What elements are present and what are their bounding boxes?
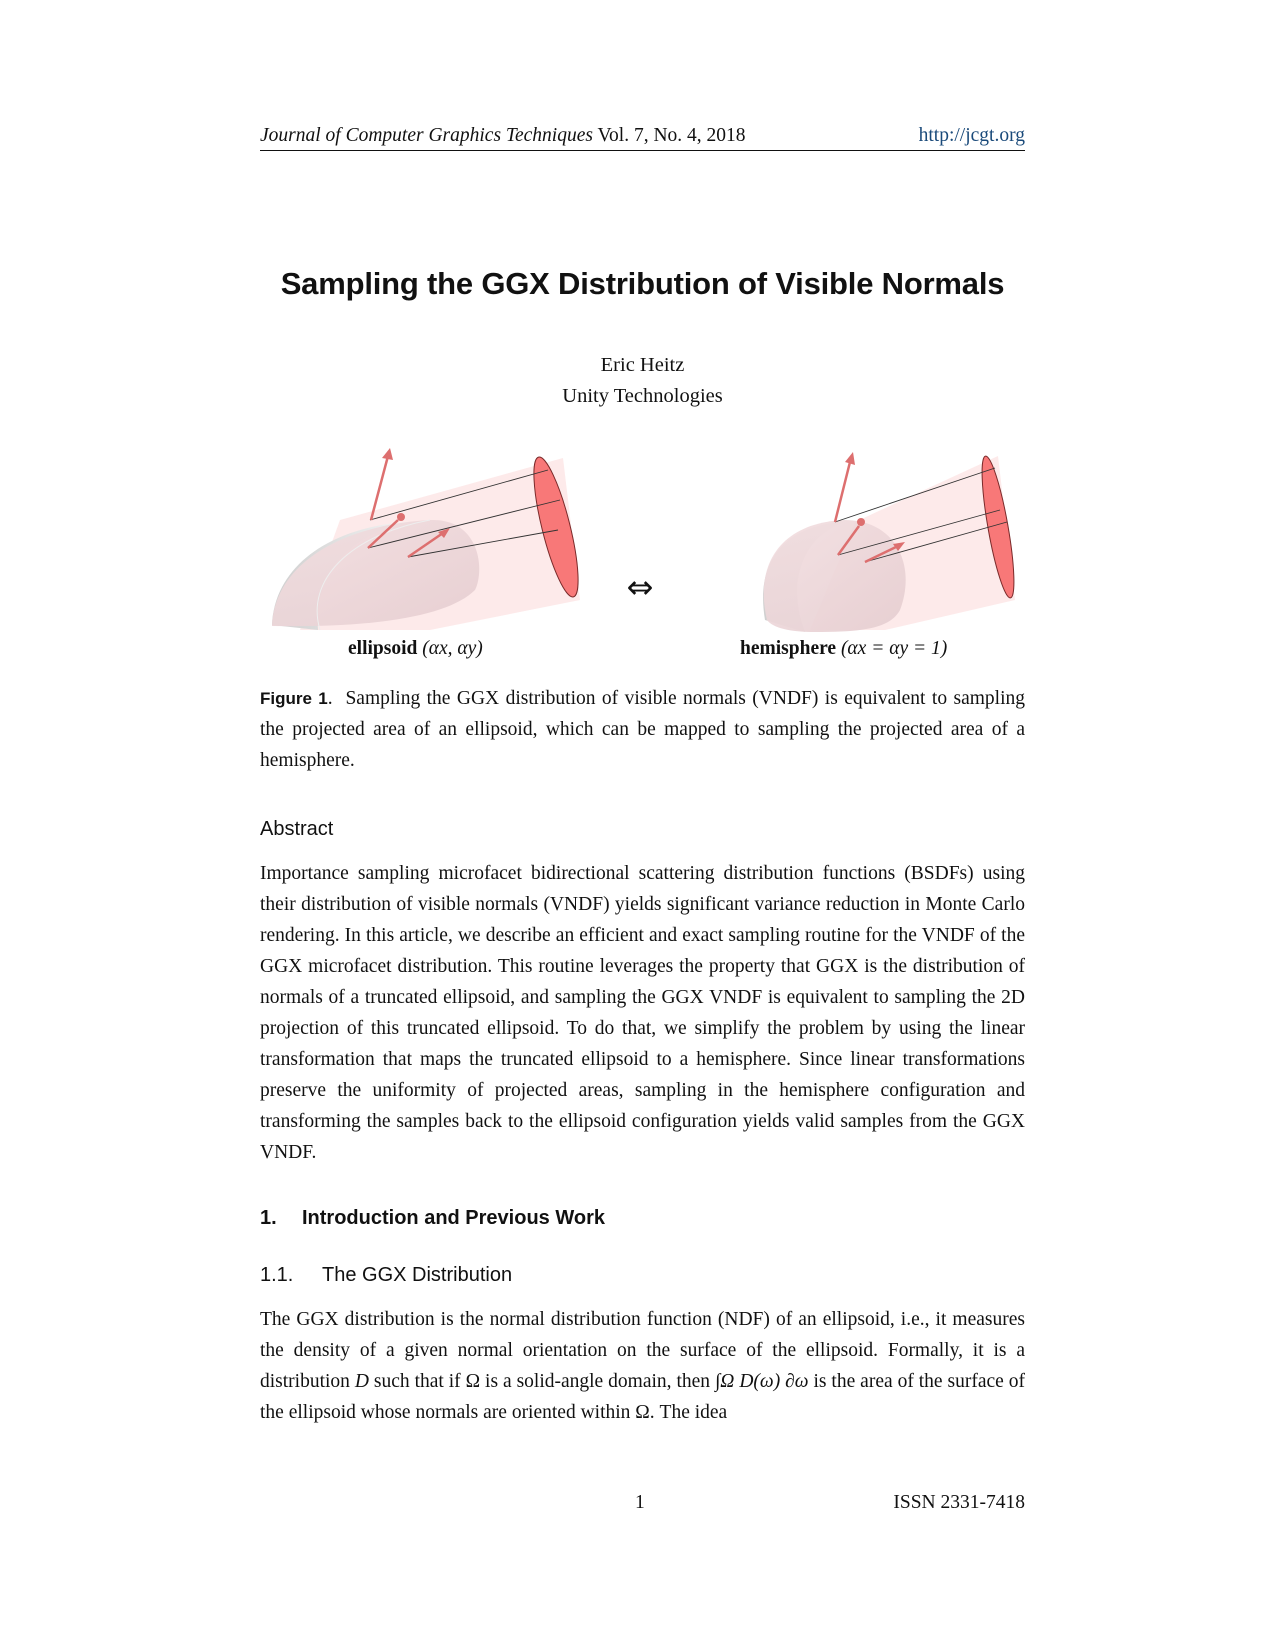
section-number: 1. [260,1207,277,1229]
abstract-text: Importance sampling microfacet bidirectional scattering distribution functions (BSDFs) using their distribution of visible normals (VNDF) yields significant variance reduction in Monte Carlo rendering. In this article, we describe an efficient and exact sampling routine for the VNDF of the GGX microfacet distribution. This routine leverages the property that GGX is the distribution of normals of a truncated ellipsoid, and sampling the GGX VNDF is equivalent to sampling the 2D projection of this truncated ellipsoid. To do that, we simplify the problem by using the linear transformation that maps the truncated ellipsoid to a hemisphere. Since linear transformations preserve the uniformity of projected areas, sampling in the hemisphere configuration and transforming the samples back to the ellipsoid configuration yields valid samples from the GGX VNDF. [260,863,1025,1163]
journal-name: Journal of Computer Graphics Techniques [260,125,593,146]
ellipsoid-label-math: (αx, αy) [422,638,483,659]
intro-text-1: The GGX distribution is the normal distribution function (NDF) of an ellipsoid, i.e., it measures the density of a given normal orientation on the surface of the ellipsoid. Formally, it is a distribution [260,1309,1025,1392]
paper-title: Sampling the GGX Distribution of Visible Normals [280,266,1005,301]
hemisphere-label-math: (αx = αy = 1) [840,638,948,659]
intro-var-d: D [354,1371,369,1392]
ellipsoid-label [348,638,483,660]
equivalence-symbol: ⇔ [626,568,654,606]
journal-volume: Vol. 7, No. 4, 2018 [597,125,746,146]
author-affiliation: Unity Technologies [562,385,723,407]
abstract-heading: Abstract [260,818,334,840]
figure-caption-text: Sampling the GGX distribution of visible normals (VNDF) is equivalent to sampling the projected area of an ellipsoid, which can be mapped to sampling the projected area of a hemisphere. [260,688,1026,771]
hemisphere-surface [764,520,906,632]
hemisphere-label-bold: hemisphere [740,638,837,659]
hemisphere-label [740,638,947,660]
intro-text-3: is the area of the surface of the ellipsoid whose normals are oriented within Ω. The idea [260,1371,1025,1423]
figure-caption: Figure 1. Sampling the GGX distribution of visible normals (VNDF) is equivalent to sampling the projected area of an ellipsoid, which can be mapped to sampling the projected area of a hemisphere. [260,688,1026,771]
hemisphere-diagram [763,452,1020,632]
arrow-head [397,513,405,521]
ellipsoid-diagram [272,448,587,630]
running-head [260,120,1025,151]
page-footer [260,1492,1025,1520]
arrow-head [845,452,855,465]
arrow-head [382,448,393,460]
issn: ISSN 2331-7418 [893,1492,1025,1513]
figure-caption-label: Figure 1 [260,689,328,708]
subsection-heading [260,1264,1025,1287]
intro-integral: ∫Ω D(ω) ∂ω [714,1371,809,1392]
page-number: 1 [635,1492,645,1513]
intro-paragraph [260,1304,1025,1428]
subsection-number: 1.1. [260,1264,294,1286]
subsection-title: The GGX Distribution [322,1264,513,1286]
figure-1-illustration [260,440,1025,635]
ellipsoid-label-bold: ellipsoid [348,638,418,659]
arrow-head [857,518,865,526]
section-title: Introduction and Previous Work [302,1207,605,1229]
journal-info [260,125,746,147]
intro-text-2: such that if Ω is a solid-angle domain, then [368,1371,715,1392]
normal-arrow [835,462,850,522]
journal-url-link[interactable]: http://jcgt.org [918,125,1025,146]
author-name: Eric Heitz [600,354,685,376]
section-heading [260,1207,1025,1230]
